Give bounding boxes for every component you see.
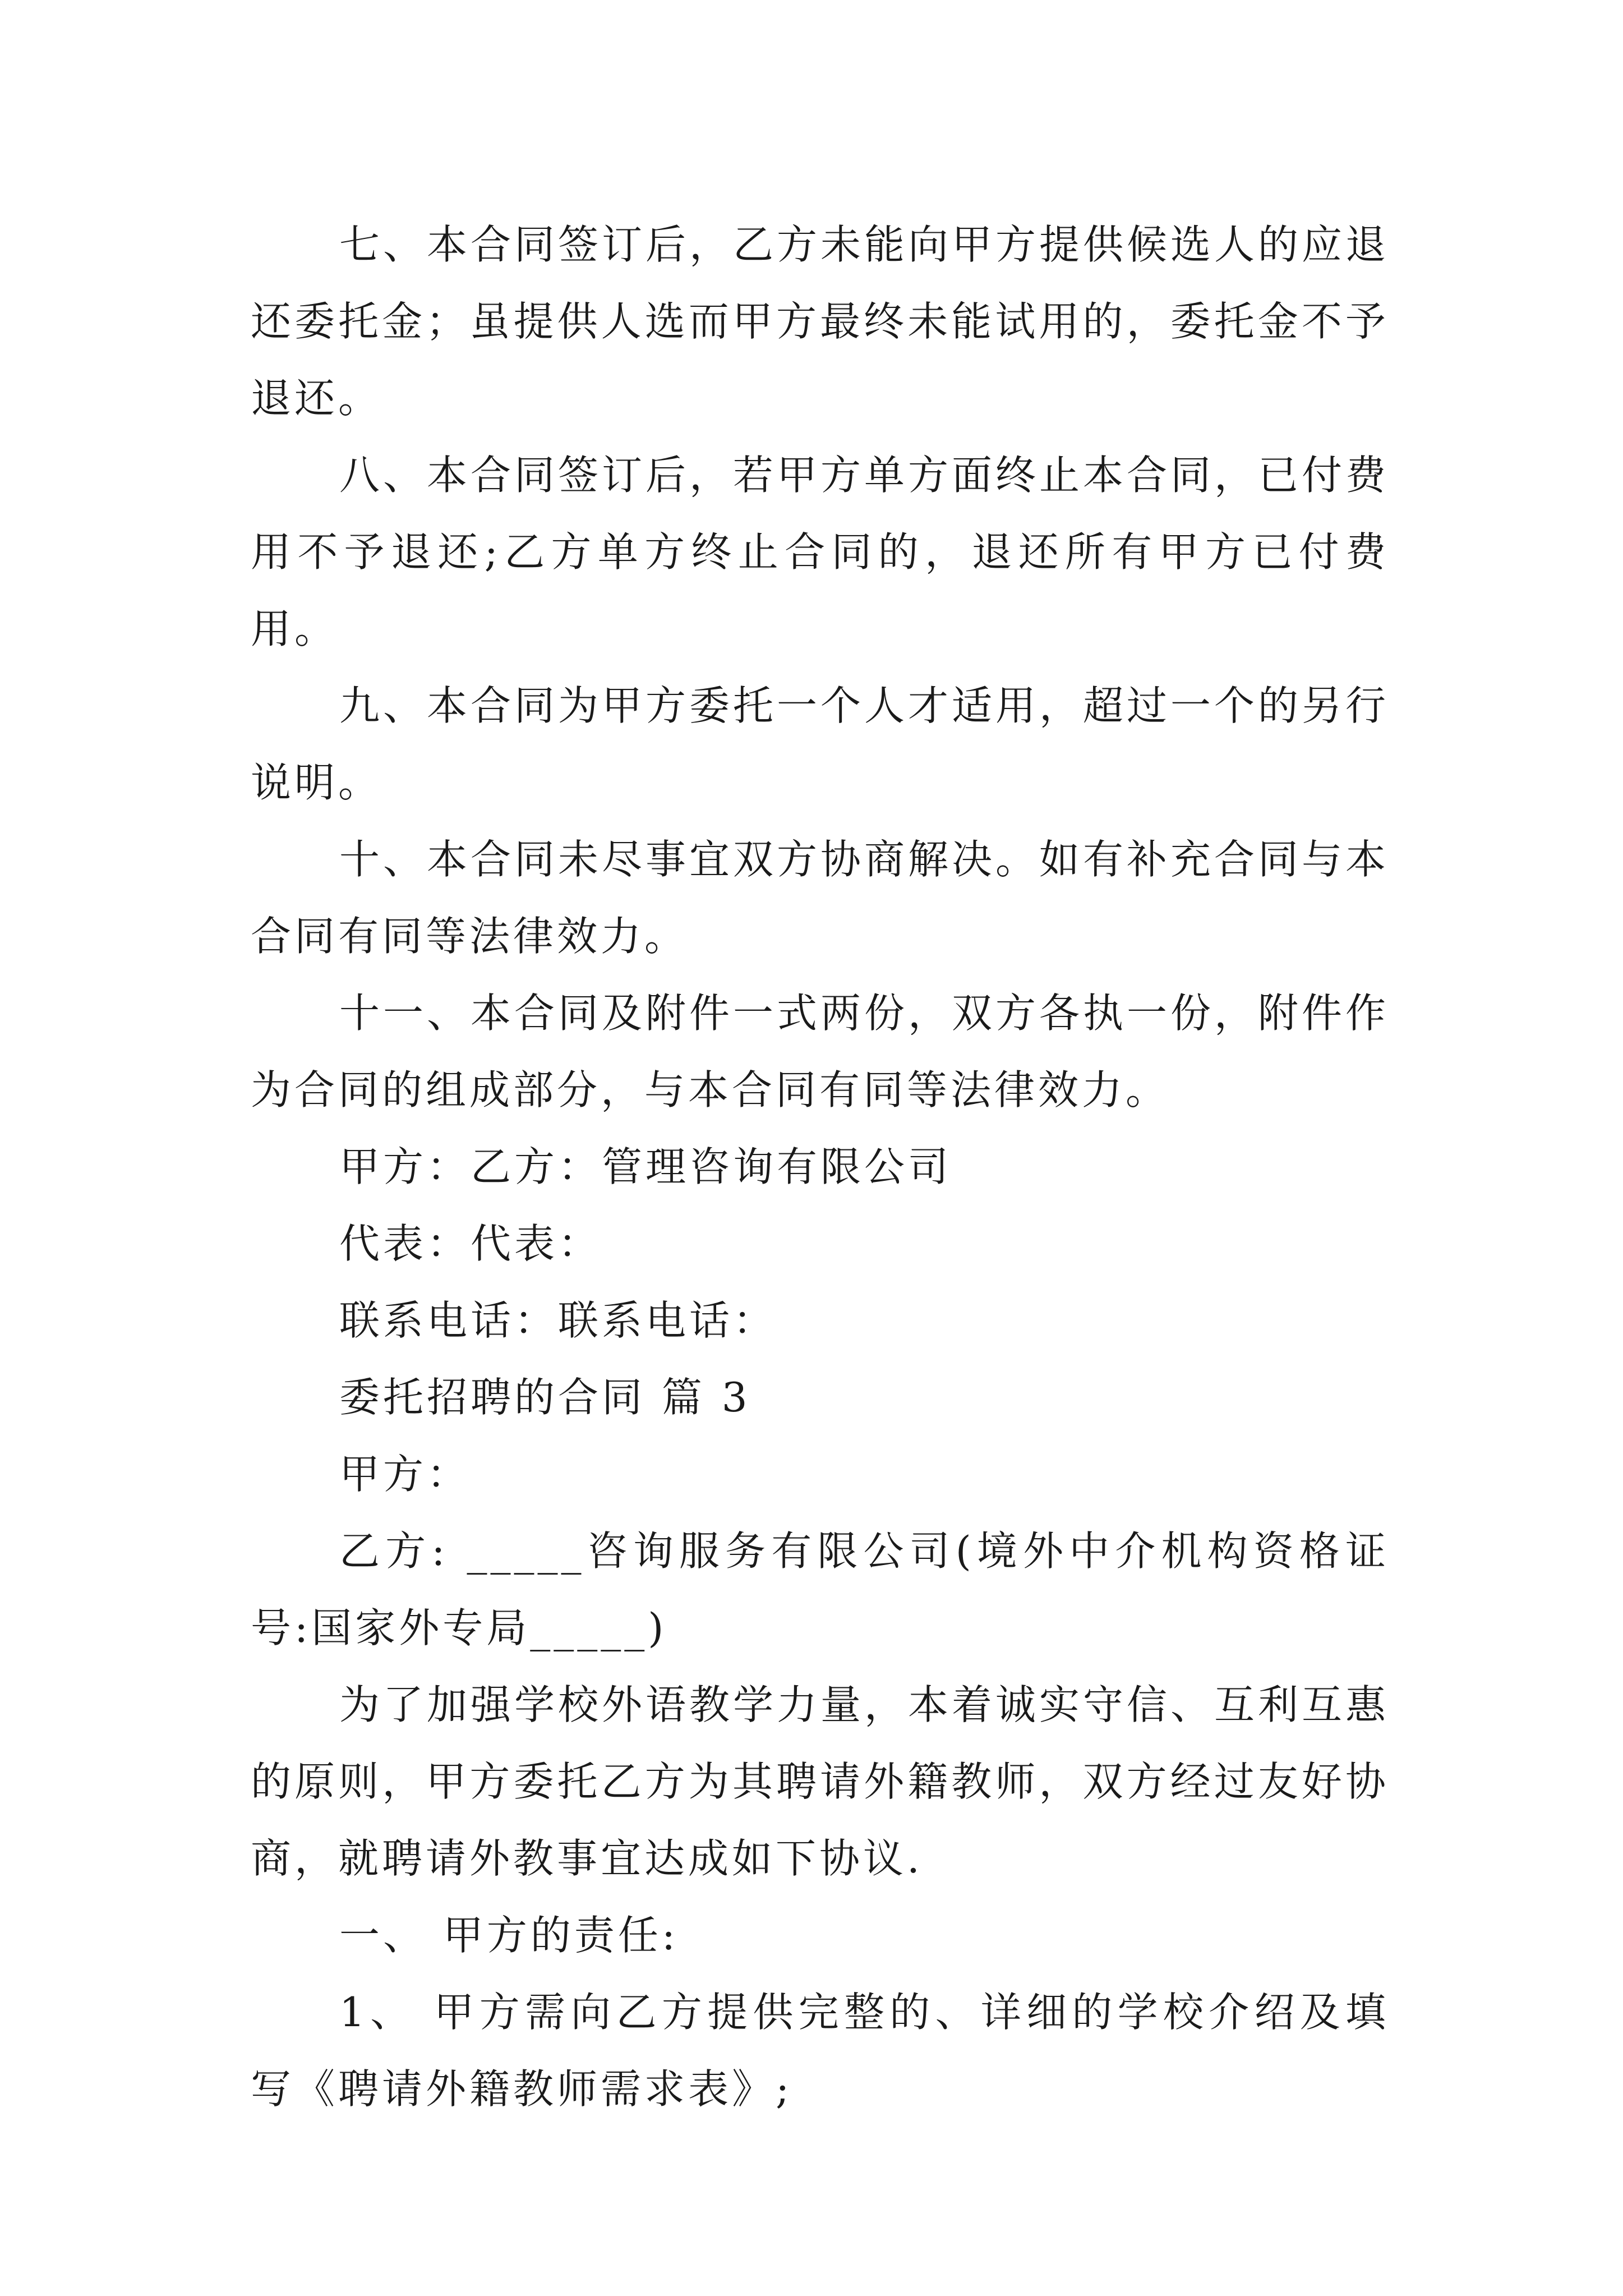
heading-party-a-duties: 一、 甲方的责任:: [339, 1912, 679, 1959]
representative-line: 代表：代表：: [339, 1220, 602, 1267]
clause-7: 七、本合同签订后，乙方未能向甲方提供候选人的应退还委托金；虽提供人选而甲方最终未能试用的，委托金不予退还。: [251, 221, 1390, 422]
clause-10: 十、本合同未尽事宜双方协商解决。如有补充合同与本合同有同等法律效力。: [251, 836, 1390, 960]
preamble: 为了加强学校外语教学力量，本着诚实守信、互利互惠的原则，甲方委托乙方为其聘请外籍教师，双方经过友好协商，就聘请外教事宜达成如下协议.: [251, 1681, 1390, 1882]
party-b-line: 乙方: _____咨询服务有限公司(境外中介机构资格证号:国家外专局_____): [251, 1527, 1389, 1651]
section-title: 委托招聘的合同 篇 3: [339, 1374, 751, 1421]
clause-11: 十一、本合同及附件一式两份，双方各执一份，附件作为合同的组成部分，与本合同有同等法律效力。: [251, 990, 1390, 1114]
phone-line: 联系电话：联系电话：: [339, 1297, 777, 1344]
party-signature-line: 甲方：乙方：管理咨询有限公司: [339, 1143, 952, 1190]
document-body: [251, 206, 1389, 2128]
clause-8: 八、本合同签订后，若甲方单方面终止本合同，已付费用不予退还;乙方单方终止合同的，退还所有甲方已付费用。: [251, 452, 1390, 652]
party-a-line: 甲方：: [339, 1451, 471, 1498]
duty-item-1: 1、 甲方需向乙方提供完整的、详细的学校介绍及填写《聘请外籍教师需求表》;: [251, 1989, 1389, 2113]
clause-9: 九、本合同为甲方委托一个人才适用，超过一个的另行说明。: [251, 682, 1390, 806]
